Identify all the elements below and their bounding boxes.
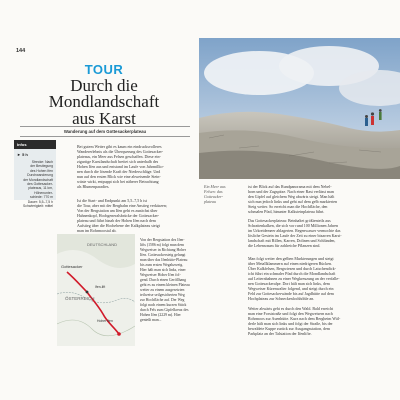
info-box bbox=[14, 140, 56, 209]
text-line: durch Fels zum Gipfelkreuz des bbox=[140, 308, 189, 312]
text-line: gend. Durch einen Geröllhang bbox=[140, 278, 186, 282]
info-line: Höhenunter- bbox=[34, 190, 53, 195]
text-line: sich nun jedoch links und geht auf dem gelb markierten bbox=[248, 199, 337, 204]
text-line: Wandererlebnis als die Überquerung des Gottesacker- bbox=[77, 149, 164, 154]
page-number: 144 bbox=[16, 48, 26, 54]
tour-title-line2: aus Karst bbox=[72, 109, 136, 128]
tour-label: TOUR bbox=[84, 62, 124, 77]
text-line: Von der Bergstation des Ifen- bbox=[140, 238, 185, 242]
route-map bbox=[57, 234, 135, 346]
text-line: man über das Ifenhütte-Plateau bbox=[140, 258, 188, 262]
text-line: Feld zur Gottesackerwände bis auf Jagdhütte auf dem bbox=[248, 291, 334, 296]
text-line: Bei gutem Wetter gibt es kaum ein eindrucksvolleres bbox=[77, 144, 162, 149]
text-line: Ist die Start- und Endpunkt am 5,5–7,5 h ist bbox=[77, 198, 147, 203]
text-line: bis zum ersten Wegabzweig. bbox=[140, 263, 184, 267]
tour-heading bbox=[14, 62, 194, 127]
text-line: zigartige Karstlandschaft breitet sich unterhalb des bbox=[77, 159, 159, 164]
text-line: geht es zu einem kleinen Plateau bbox=[140, 283, 190, 287]
column-right-2 bbox=[248, 218, 388, 248]
map-label-gottesacker: Gottesacker bbox=[61, 264, 83, 269]
text-line: Von der Bergstation am Ifen geht es zunächst über bbox=[77, 208, 158, 213]
text-line: die Lebensraum für zahlreiche Pflanzen sind. bbox=[248, 243, 321, 248]
text-line: genießt man... bbox=[140, 318, 162, 322]
text-line: landschaft mit Rillen, Karren, Dolinen und Schlünden, bbox=[248, 238, 336, 243]
text-line: Hier hält man sich links, einer bbox=[140, 268, 186, 272]
text-line: die Tour, aber mit der Bergbahn eine Anstieg verkürzen; bbox=[77, 203, 167, 208]
text-line: Ifen. Gottesackersteig gelangt bbox=[140, 253, 186, 257]
info-line: schiede: 770 m bbox=[30, 195, 53, 200]
column-right-1 bbox=[248, 184, 388, 214]
text-line: icht führt ein schmaler Pfad durch die Mondlandschaft bbox=[248, 271, 336, 276]
text-line: Wegweiser in Richtung Hoher bbox=[140, 248, 186, 252]
text-line: Parkplatz an der Talstation der Ifenlifte. bbox=[248, 331, 312, 336]
info-line: der Mondlandschaft bbox=[23, 177, 53, 182]
text-line: nen durch die lösende Kraft der Niederschläge. Und bbox=[77, 169, 161, 174]
text-line: lifts (1586 m) folgt man dem bbox=[140, 243, 184, 247]
info-line: Dauer: 5,5–7,5 h bbox=[27, 199, 53, 204]
caption-line: Gotteacker- bbox=[204, 194, 224, 199]
text-line: auf Leiternbahnen zu einer Wegkreuzung an der verfalle- bbox=[248, 276, 340, 281]
photo-caption bbox=[204, 184, 244, 204]
text-line: Hohen Ifen aus und entstand im Laufe von Jahrmillio- bbox=[77, 164, 164, 169]
text-line: weiter zu einem ausgesetzten bbox=[140, 288, 185, 292]
map-graphic bbox=[57, 234, 135, 346]
info-line: Strecke: Nach bbox=[31, 160, 53, 164]
column-route bbox=[140, 238, 198, 323]
tour-title-line1: Durch die Mondlandschaft bbox=[48, 76, 160, 111]
text-line: Hochplateau zur Schneckenlochhöhle an. bbox=[248, 296, 315, 301]
text-line: ist der Blick auf das Rundpanorama mit dem Nebel- bbox=[248, 184, 332, 189]
text-line: lösliche Gestein im Laufe der Zeit zu einer bizarren Karst- bbox=[248, 233, 342, 238]
column-right-3 bbox=[248, 256, 388, 301]
landscape-image bbox=[199, 38, 400, 179]
info-line: der Bestiegung bbox=[30, 164, 53, 169]
text-line: Das Gottesackerplateau: Beinhaltet größtenteils aus bbox=[248, 218, 331, 223]
text-line: Man folgt weiter den gelben Markierungen und steigt bbox=[248, 256, 334, 261]
text-line: Hohen Ifen (2229 m). Hier bbox=[140, 313, 181, 317]
text-line: plateaus, ein Meer aus Felsen geschaffen. Diese ein- bbox=[77, 154, 161, 159]
text-line: im Urkreidemeer ablagerten. Regenwasser vermochte das bbox=[248, 228, 341, 233]
info-box-text bbox=[14, 157, 56, 211]
tour-subtitle: Wanderung auf dem Gottesackerplateau bbox=[20, 126, 190, 137]
column-intro-2 bbox=[77, 198, 195, 233]
text-line: bewaldete Kuppe zurück zur Ausgangsstation, dem bbox=[248, 326, 330, 331]
text-line: zur Hochfläche auf. Der Weg bbox=[140, 298, 185, 302]
text-line: teilweise seilgesicherten Weg bbox=[140, 293, 185, 297]
map-label-lift: Ifen-lift bbox=[95, 285, 106, 289]
info-line: Durchwanderung bbox=[27, 173, 53, 178]
caption-line: plateau bbox=[204, 199, 216, 204]
text-line: Aufstieg über die Hochebene der Kalkplateau steigt bbox=[77, 223, 160, 228]
text-line: Über Kalkfelsen, Bergwiesen und durch Latschendick- bbox=[248, 266, 336, 271]
text-line: Hahnenkopf, Hochgeneralsbrücke der Gottesacker- bbox=[77, 213, 160, 218]
column-right-4 bbox=[248, 306, 388, 336]
text-line: nen Gottesackeralpe. Dort hält man sich links, dem bbox=[248, 281, 330, 286]
caption-line: Ein Meer aus bbox=[204, 184, 226, 189]
text-line: Weiter abwärts geht es durch den Wald. Bald erreicht bbox=[248, 306, 334, 311]
map-label-country1: DEUTSCHLAND bbox=[87, 242, 118, 247]
info-box-duration: ► 5 h bbox=[17, 152, 28, 157]
text-line: den Gipfel auf gleichem Weg abwärts steigt. Man hält bbox=[248, 194, 335, 199]
info-line: des Gottesacker- bbox=[27, 182, 53, 187]
text-line: über Metallklammern auf einen niedrigeren Rücken. bbox=[248, 261, 332, 266]
text-line: plateau und führt hinab der Hohen Ifen nach dem bbox=[77, 218, 156, 223]
map-label-peak: Hoher Ifen bbox=[97, 319, 113, 323]
text-line: schmalen Pfad, hinunter Kalksteinplateau führt. bbox=[248, 209, 325, 214]
text-line: horn und der Zugspitze. Nach einer Rast verlässt man bbox=[248, 189, 334, 194]
text-line: als Blumenparadies. bbox=[77, 184, 110, 189]
info-line: Schwierigkeit: mittel bbox=[23, 204, 53, 209]
text-line: Wegweiser Kürenwalter folgend, und steigt durch ein bbox=[248, 286, 334, 291]
text-line: derle hält man sich links und folgt der Straße, bis der bbox=[248, 321, 333, 326]
text-line: Rohrmoos zur Auenhütte. Kurz nach dem Bergheim Wäl- bbox=[248, 316, 341, 321]
text-line: Wegweiser Hoher Ifen fol- bbox=[140, 273, 181, 277]
photo-gottesacker-plateau bbox=[199, 38, 400, 179]
text-line: nun auf den ersten Blick wie eine abweisende Stein- bbox=[77, 174, 161, 179]
column-intro bbox=[77, 144, 195, 189]
map-label-country2: ÖSTERREICH bbox=[65, 296, 95, 301]
text-line: folgt nach einem kurzen Stück bbox=[140, 303, 187, 307]
text-line: wüste wirkt, entpuppt sich bei näherer Betrachtung bbox=[77, 179, 159, 184]
info-line: plateaus, 11 km, bbox=[28, 186, 53, 191]
info-line: des Hohen Ifen bbox=[30, 168, 53, 173]
caption-line: Felsen: das bbox=[204, 189, 223, 194]
text-line: man im Rohrmoostal ab. bbox=[77, 228, 117, 233]
text-line: Schrattenkalken, die sich vor rund 100 Millionen Jahren bbox=[248, 223, 338, 228]
text-line: man eine Forststraße und folgt den Wegweisern nach bbox=[248, 311, 333, 316]
info-box-header: Infos bbox=[14, 140, 56, 149]
text-line: Steig weiter. So erreicht man die Hochfläche, den bbox=[248, 204, 328, 209]
